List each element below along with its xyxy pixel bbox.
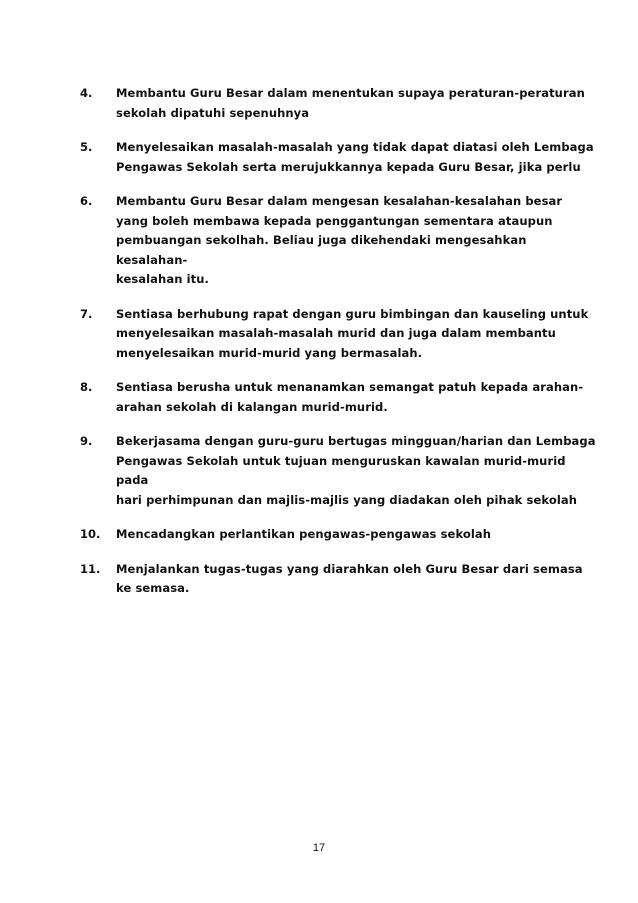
list-item-11 bbox=[80, 560, 600, 599]
item-text: Menyelesaikan masalah-masalah yang tidak dapat diatasi oleh Lembaga Pengawas Sekolah serta merujukkannya kepada Guru Besar, jika perlu bbox=[116, 140, 594, 174]
list-item-7 bbox=[80, 305, 600, 364]
list-item-8 bbox=[80, 378, 600, 417]
item-text: Sentiasa berusha untuk menanamkan semangat patuh kepada arahan- arahan sekolah di kalangan murid-murid. bbox=[116, 380, 584, 414]
list-item-4 bbox=[80, 84, 600, 123]
item-number: 8. bbox=[80, 380, 93, 394]
list-item-6 bbox=[80, 192, 600, 290]
item-number: 10. bbox=[80, 527, 101, 541]
item-text: Membantu Guru Besar dalam menentukan supaya peraturan-peraturan sekolah dipatuhi sepenuhnya bbox=[116, 86, 585, 120]
item-number: 11. bbox=[80, 561, 101, 576]
item-text: Mencadangkan perlantikan pengawas-pengawas sekolah bbox=[116, 527, 492, 541]
page-number: 17 bbox=[312, 842, 326, 854]
item-text: Menjalankan tugas-tugas yang diarahkan oleh Guru Besar dari semasa ke semasa. bbox=[116, 561, 583, 595]
item-number: 6. bbox=[80, 194, 93, 208]
duty-list bbox=[80, 84, 600, 614]
item-text: Sentiasa berhubung rapat dengan guru bimbingan dan kauseling untuk menyelesaikan masalah-masalah murid dan juga dalam membantu menyelesaikan murid-murid yang bermasalah. bbox=[116, 306, 589, 360]
item-text: Bekerjasama dengan guru-guru bertugas mingguan/harian dan Lembaga Pengawas Sekolah untuk tujuan menguruskan kawalan murid-murid pada hari perhimpunan dan majlis-majlis yang diadakan oleh pihak sekolah bbox=[116, 434, 596, 507]
item-number: 9. bbox=[80, 434, 93, 448]
item-number: 5. bbox=[80, 140, 93, 154]
list-item-5 bbox=[80, 138, 600, 177]
list-item-9 bbox=[80, 432, 600, 510]
item-number: 4. bbox=[80, 86, 93, 100]
list-item-10 bbox=[80, 525, 600, 545]
item-number: 7. bbox=[80, 306, 93, 321]
item-text: Membantu Guru Besar dalam mengesan kesalahan-kesalahan besar yang boleh membawa kepada penggantungan sementara ataupun pembuangan sekolhah. Beliau juga dikehendaki mengesahkan kesalahan- kesalahan itu. bbox=[116, 194, 563, 286]
